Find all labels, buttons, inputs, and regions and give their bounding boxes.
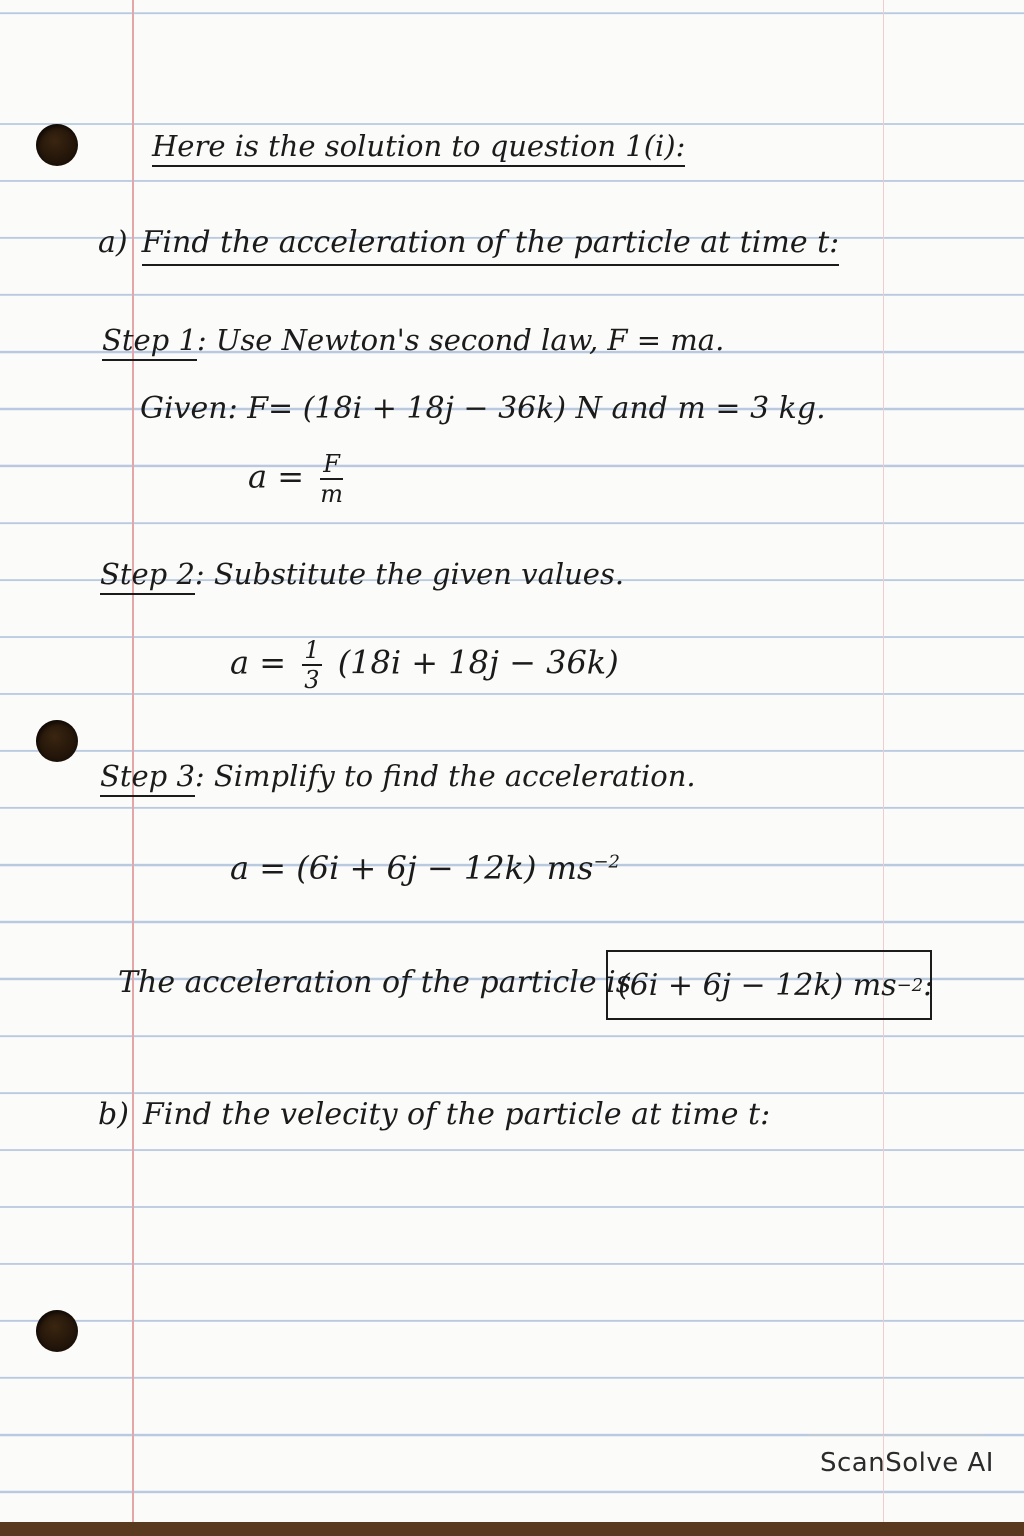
formula-a-equals-f-over-m [248,452,349,506]
substitution-equation [230,638,619,692]
simplified-equation [230,849,620,887]
exponent: −2 [593,851,620,873]
punch-hole-top [36,124,78,166]
watermark-logo: ScanSolve AI [820,1448,994,1478]
step-1-text: : Use Newton's second law, F = ma. [196,323,725,357]
step-2-text: : Substitute the given values. [194,557,625,591]
equation-rhs: (18i + 18j − 36k) [337,643,619,682]
fraction-one-third [302,638,321,692]
fraction-numerator: 1 [304,636,320,664]
answer-statement: The acceleration of the particle is [118,965,632,1000]
step-1-label: Step 1 [102,323,197,361]
step-2-label: Step 2 [100,557,195,595]
part-b-text: Find the velecity of the particle at time t: [142,1097,771,1132]
boxed-answer [606,950,932,1020]
step-2-line [100,557,625,591]
boxed-answer-main: (6i + 6j − 12k) ms [618,967,897,1003]
fraction-denominator: m [320,480,343,508]
part-b-heading [98,1097,771,1132]
part-a-text: Find the acceleration of the particle at time t: [142,225,840,266]
punch-hole-middle [36,720,78,762]
step-3-text: : Simplify to find the acceleration. [194,759,696,793]
part-a-label: a) [98,225,128,260]
boxed-answer-tail: : [923,967,934,1003]
simplified-equation-main: a = (6i + 6j − 12k) ms [230,849,594,887]
part-b-label: b) [98,1097,129,1132]
desk-edge [0,1522,1024,1536]
fraction-f-over-m [320,452,343,506]
step-3-line [100,759,696,793]
boxed-answer-exponent: −2 [896,974,924,996]
given-values: Given: F= (18i + 18j − 36k) N and m = 3 kg. [140,391,826,426]
formula-lhs: a = [248,457,305,496]
page-title: Here is the solution to question 1(i): [152,132,685,167]
watermark-divider [808,1434,984,1435]
part-a-heading [98,225,840,260]
step-3-label: Step 3 [100,759,195,797]
right-margin-line [883,0,884,1522]
step-1-line [102,323,725,357]
equation-lhs: a = [230,643,287,682]
fraction-numerator: F [320,452,343,480]
fraction-denominator: 3 [304,666,320,694]
punch-hole-bottom [36,1310,78,1352]
